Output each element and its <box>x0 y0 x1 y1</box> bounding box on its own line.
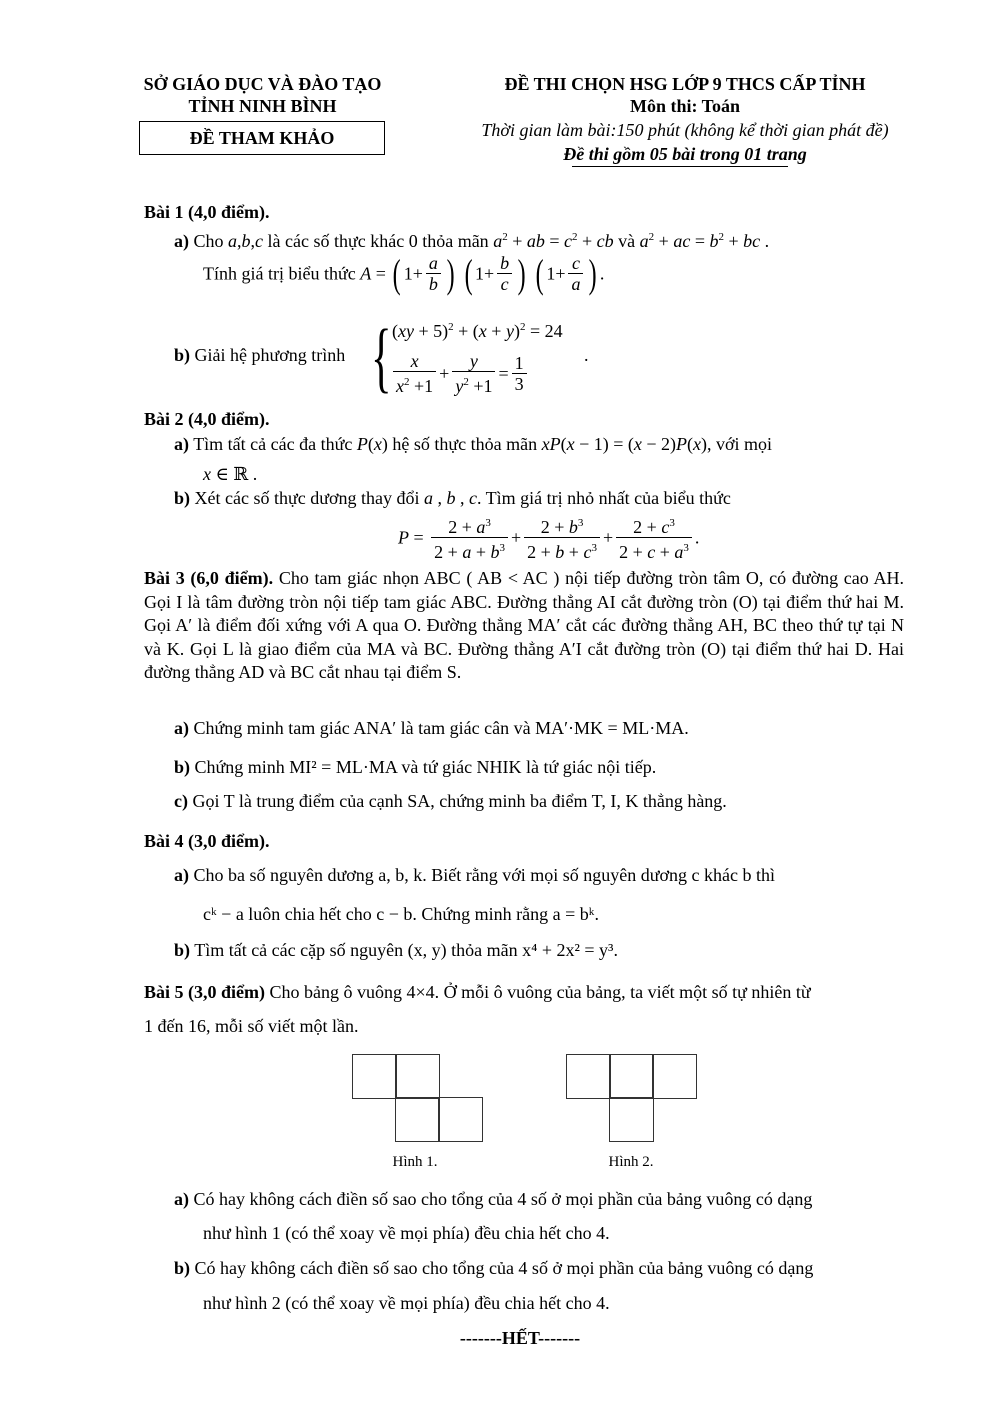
problem-3-title: Bài 3 (6,0 điểm). <box>144 568 274 588</box>
problem-4-title: Bài 4 (3,0 điểm). <box>144 831 270 851</box>
province-name: TỈNH NINH BÌNH <box>188 96 337 116</box>
time-allowed: Thời gian làm bài:150 phút (không kể thời gian phát đề) <box>481 120 889 140</box>
exam-title: ĐỀ THI CHỌN HSG LỚP 9 THCS CẤP TỈNH <box>504 74 866 94</box>
problem-2a: a) Tìm tất cả các đa thức P(x) hệ số thực thỏa mãn xP(x − 1) = (x − 2)P(x), với mọi <box>174 434 773 454</box>
problem-3b: b) Chứng minh MI² = ML·MA và tứ giác NHIK là tứ giác nội tiếp. <box>174 757 657 777</box>
problem-5-title: Bài 5 (3,0 điểm) <box>144 982 265 1002</box>
page-count: Đề thi gồm 05 bài trong 01 trang <box>563 144 807 164</box>
reference-exam-box: ĐỀ THAM KHẢO <box>139 121 385 155</box>
figure-2-caption: Hình 2. <box>608 1154 654 1170</box>
problem-4b: b) Tìm tất cả các cặp số nguyên (x, y) thỏa mãn x⁴ + 2x² = y³. <box>174 940 618 960</box>
problem-1-title: Bài 1 (4,0 điểm). <box>144 202 270 222</box>
system-eq1: $(xy + 5)^2 + (x + y)^2 = 24$ <box>392 321 563 341</box>
problem-1a-label: a) <box>174 231 189 251</box>
problem-2a-domain: x ∈ ℝ . <box>203 464 258 484</box>
problem-4a-line2: cᵏ − a luôn chia hết cho c − b. Chứng minh rằng a = bᵏ. <box>203 904 599 924</box>
system-eq2: $\frac{x}{x^2 +1}$ + $\frac{y}{y^2 +1}$ = $\frac{1}{3}$ <box>390 351 530 396</box>
header-underline <box>572 166 788 167</box>
problem-5-intro-line2: 1 đến 16, mỗi số viết một lần. <box>144 1016 359 1036</box>
problem-2b-label: b) <box>174 488 191 508</box>
problem-2a-label: a) <box>174 434 189 454</box>
problem-3a: a) Chứng minh tam giác ANA′ là tam giác cân và MA′·MK = ML·MA. <box>174 718 689 738</box>
problem-2-title: Bài 2 (4,0 điểm). <box>144 409 270 429</box>
figure-2-shape <box>566 1054 696 1142</box>
problem-1a-expression: Tính giá trị biểu thức A = ( 1+ $\frac{a}{b}$ ) ( 1+ $\frac{b}{c}$ ) ( 1+ $\frac{c}{a}$ ) . <box>203 250 605 296</box>
problem-5b-line1: b) Có hay không cách điền số sao cho tổng của 4 số ở mọi phần của bảng vuông có dạng <box>174 1258 814 1278</box>
problem-1b: b) Giải hệ phương trình <box>174 345 346 365</box>
problem-5a-line2: như hình 1 (có thể xoay về mọi phía) đều chia hết cho 4. <box>203 1223 610 1243</box>
subject: Môn thi: Toán <box>629 96 741 116</box>
problem-3c: c) Gọi T là trung điểm của cạnh SA, chứng minh ba điểm T, I, K thẳng hàng. <box>174 791 727 811</box>
problem-5-intro: Bài 5 (3,0 điểm) Cho bảng ô vuông 4×4. Ở mỗi ô vuông của bảng, ta viết một số tự nhiên từ <box>144 982 811 1002</box>
system-period: . <box>584 345 589 365</box>
problem-1a: a) Cho a,b,c là các số thực khác 0 thỏa mãn $a^2$ + ab = $c^2$ + cb và $a^2$ + ac = $b^2$ + bc . <box>174 231 770 251</box>
problem-4a-line1: a) Cho ba số nguyên dương a, b, k. Biết rằng với mọi số nguyên dương c khác b thì <box>174 865 775 885</box>
figure-1-shape <box>352 1054 482 1142</box>
problem-5a-line1: a) Có hay không cách điền số sao cho tổng của 4 số ở mọi phần của bảng vuông có dạng <box>174 1189 813 1209</box>
system-brace: { <box>371 313 392 400</box>
end-marker: -------HẾT------- <box>459 1328 581 1348</box>
department-name: SỞ GIÁO DỤC VÀ ĐÀO TẠO <box>143 74 382 94</box>
problem-2b-expression: P = $\frac{2 + a^3}{2 + a + b^3}$ + $\frac{2 + b^3}{2 + b + c^3}$ + $\frac{2 + c^3}{2 + c + a^3}$ . <box>398 513 699 562</box>
problem-5b-line2: như hình 2 (có thể xoay về mọi phía) đều chia hết cho 4. <box>203 1293 610 1313</box>
figure-1-caption: Hình 1. <box>392 1154 438 1170</box>
problem-3-intro: Bài 3 (6,0 điểm). Cho tam giác nhọn ABC ( AB < AC ) nội tiếp đường tròn tâm O, có đường cao AH. Gọi I là tâm đường tròn nội tiếp tam giác ABC. Đường thẳng AI cắt đường tròn (O) tại điểm thứ hai M. Gọi A′ là điểm đối xứng với A qua O. Đường thẳng MA′ cắt các đường thẳng AH, BC theo thứ tự tại N và K. Gọi L là giao điểm của MA và BC. Đường thẳng A′I cắt đường tròn (O) tại điểm thứ hai D. Hai đường thẳng AD và BC cắt nhau tại điểm S. <box>144 568 905 682</box>
problem-1b-label: b) <box>174 345 191 365</box>
problem-2b: b) Xét các số thực dương thay đổi a , b , c. Tìm giá trị nhỏ nhất của biểu thức <box>174 488 731 508</box>
